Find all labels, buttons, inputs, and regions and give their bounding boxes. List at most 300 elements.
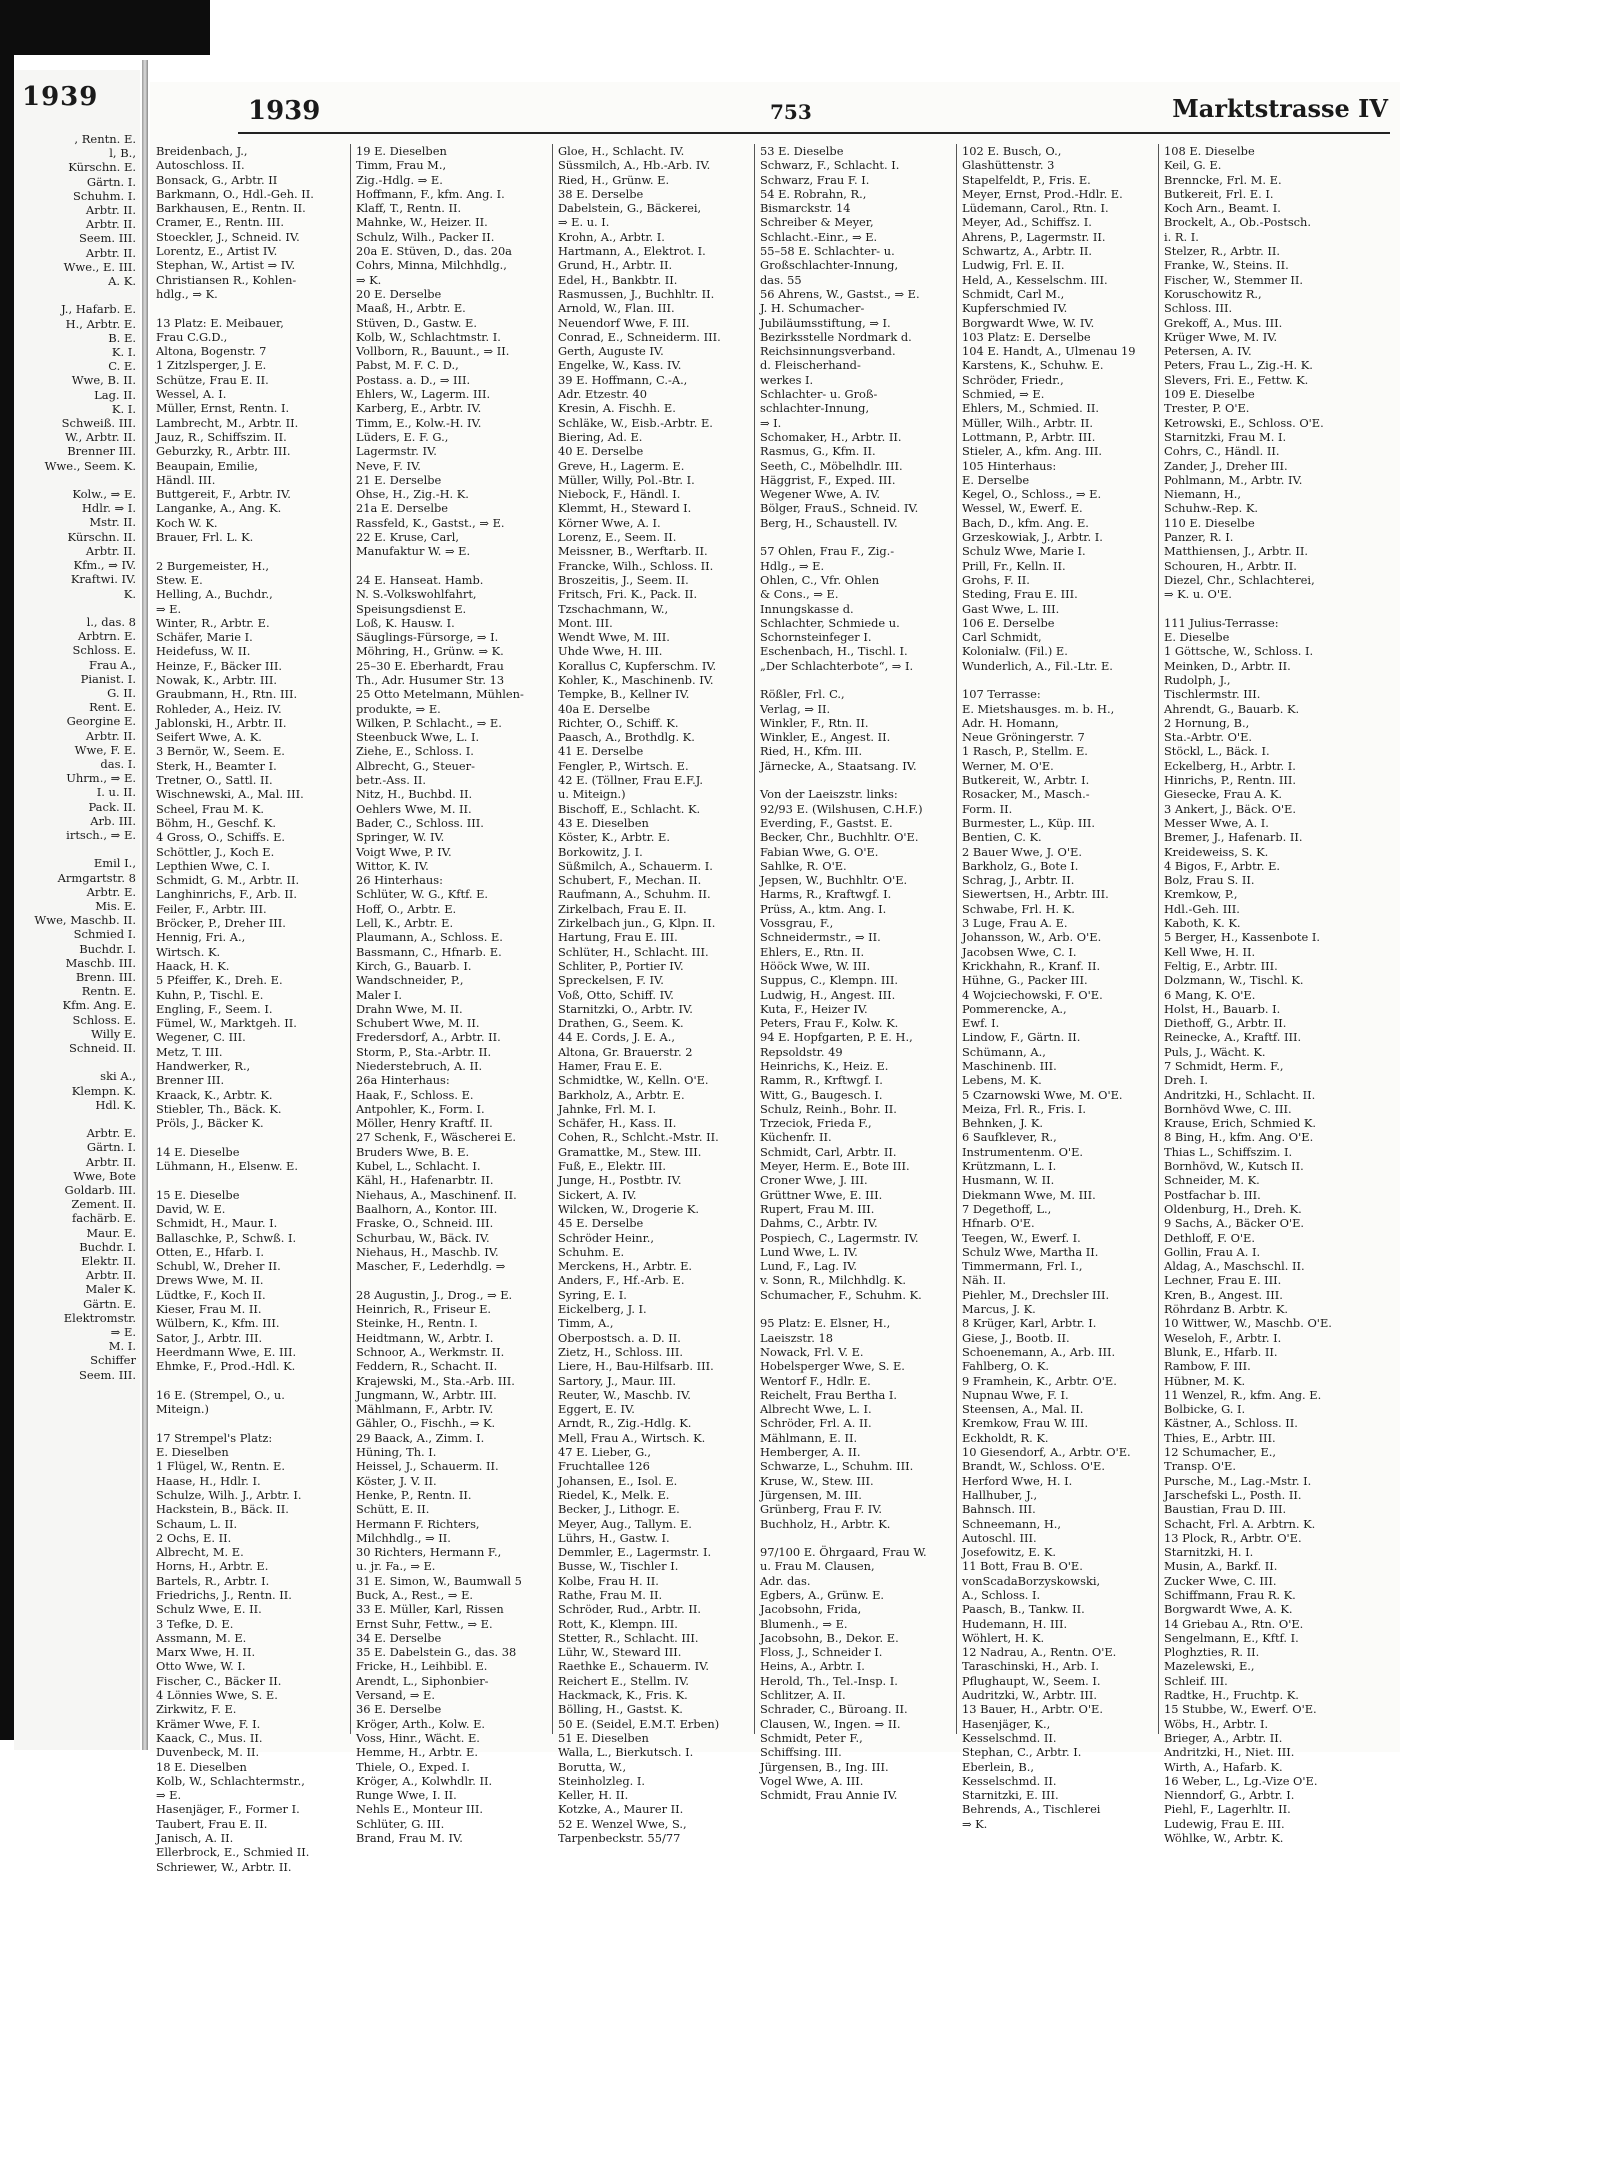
directory-entry: 4 Bigos, F., Arbtr. E. [1164,858,1281,873]
directory-entry: Heidefuss, W. II. [156,644,251,659]
directory-entry: 1 Göttsche, W., Schloss. I. [1164,644,1314,659]
directory-entry: Schmidt, Carl, Arbtr. II. [760,1144,897,1159]
directory-entry: Ziehe, E., Schloss. I. [356,744,474,759]
directory-entry: Bentien, C. K. [962,830,1042,845]
directory-entry [760,530,950,544]
directory-entry: 3 Ankert, J., Bäck. O'E. [1164,801,1296,816]
directory-entry: Schleif. III. [1164,1673,1228,1688]
directory-entry: Kesselschmd. II. [962,1773,1057,1788]
directory-entry: 9 Sachs, A., Bäcker O'E. [1164,1216,1305,1231]
directory-entry: Jepsen, W., Buchhltr. O'E. [760,873,908,888]
directory-entry: Koch Arn., Beamt. I. [1164,201,1281,216]
directory-entry [760,1531,950,1545]
directory-entry: Schuhm. E. [558,1244,625,1259]
directory-entry: Messer Wwe, A. I. [1164,815,1269,830]
directory-entry: 5 Czarnowski Wwe, M. O'E. [962,1087,1123,1102]
directory-entry: Sartory, J., Maur. III. [558,1373,676,1388]
directory-entry: Schiffsing. III. [760,1745,842,1760]
directory-entry: 3 Bernör, W., Seem. E. [156,744,285,759]
scan-border-left [0,0,14,1740]
directory-entry: Keller, H. II. [558,1788,629,1803]
previous-page-entry: Brenn. III. [75,969,136,984]
directory-entry: Krohn, A., Arbtr. I. [558,229,665,244]
directory-entry: 11 Bott, Frau B. O'E. [962,1559,1083,1574]
directory-entry: Hemberger, A. II. [760,1445,861,1460]
directory-entry: Mahnke, W., Heizer. II. [356,215,488,230]
directory-entry: 6 Mang, K. O'E. [1164,987,1256,1002]
directory-entry: Buck, A., Rest., ⇒ E. [356,1587,474,1602]
directory-entry: Schulz Wwe, Marie I. [962,544,1086,559]
directory-entry: Niehaus, H., Maschb. IV. [356,1244,499,1259]
directory-entry: Richter, O., Schiff. K. [558,715,679,730]
directory-entry: Stüven, D., Gastw. E. [356,315,477,330]
previous-page-entry: ⇒ E. [110,1325,136,1340]
directory-entry: Hackstein, B., Bäck. II. [156,1502,289,1517]
previous-page-entry: Brenner III. [67,444,136,459]
directory-entry: 2 Ochs, E. II. [156,1530,232,1545]
directory-entry: 20a E. Stüven, D., das. 20a [356,244,512,259]
directory-entry: 43 E. Dieselben [558,815,649,830]
directory-entry: 15 E. Dieselbe [156,1187,240,1202]
directory-entry: Steinholzleg. I. [558,1773,645,1788]
previous-page-entry: Hdl. K. [95,1097,136,1112]
directory-entry: Fraske, O., Schneid. III. [356,1216,494,1231]
directory-entry: Kaack, C., Mus. II. [156,1730,263,1745]
directory-entry: Ehlers, E., Rtn. II. [760,944,865,959]
directory-entry: Pabst, M. F. C. D., [356,358,459,373]
previous-page-entry: Arbtr. II. [85,245,136,260]
directory-entry: Suppus, C., Klempn. III. [760,973,898,988]
directory-entry: Pospiech, C., Lagermstr. IV. [760,1230,919,1245]
directory-entry: Brockelt, A., Ob.-Postsch. [1164,215,1312,230]
directory-entry: Wilken, P. Schlacht., ⇒ E. [356,715,502,730]
page-year: 1939 [248,96,321,126]
directory-entry: Rosacker, M., Masch.- [962,787,1090,802]
directory-entry: Kieser, Frau M. II. [156,1302,262,1317]
directory-entry: Schaum, L. II. [156,1516,238,1531]
directory-entry: Spreckelsen, F. IV. [558,973,664,988]
directory-entry: Werner, M. O'E. [962,758,1054,773]
directory-entry: Haack, H. K. [156,958,230,973]
directory-entry: Kolbe, Frau H. II. [558,1573,659,1588]
directory-entry: Eberlein, B., [962,1759,1035,1774]
directory-entry: Loß, K. Hausw. I. [356,615,455,630]
previous-page-entry: Schmied I. [73,927,136,942]
directory-entry: Kirch, G., Bauarb. I. [356,958,472,973]
previous-page-entry: Gärtn. I. [86,174,136,189]
directory-entry: Kremkow, Frau W. III. [962,1416,1089,1431]
directory-entry: 19 E. Dieselben [356,144,447,158]
directory-entry: betr.-Ass. II. [356,773,427,788]
directory-entry: 56 Ahrens, W., Gastst., ⇒ E. [760,286,920,301]
directory-entry: Gerth, Auguste IV. [558,344,664,359]
column-6 [1164,144,1354,1846]
directory-entry: Jubiläumsstiftung, ⇒ I. [760,315,891,330]
directory-entry: 106 E. Derselbe [962,615,1055,630]
directory-entry: Ketrowski, E., Schloss. O'E. [1164,415,1324,430]
directory-entry: Mazelewski, E., [1164,1659,1255,1674]
directory-entry: Wöhlert, H. K. [962,1630,1045,1645]
directory-entry: Neuendorf Wwe, F. III. [558,315,690,330]
directory-entry: Stetter, R., Schlacht. III. [558,1630,699,1645]
directory-entry: Pommerencke, A., [962,1001,1067,1016]
previous-page-entry: Arb. III. [90,813,136,828]
directory-entry: Stelzer, R., Arbtr. II. [1164,244,1280,259]
directory-entry: Bremer, J., Hafenarb. II. [1164,830,1303,845]
directory-entry: Eickelberg, J. I. [558,1302,647,1317]
directory-entry: Rassfeld, K., Gastst., ⇒ E. [356,515,505,530]
directory-entry: Mählmann, F., Arbtr. IV. [356,1402,494,1417]
directory-entry: 45 E. Derselbe [558,1216,644,1231]
directory-entry: Stiebler, Th., Bäck. K. [156,1101,282,1116]
directory-entry: Kesselschmd. II. [962,1730,1057,1745]
directory-entry: Wilcken, W., Drogerie K. [558,1201,700,1216]
directory-entry: 30 Richters, Hermann F., [356,1545,502,1560]
previous-page-entry: Wwe, Maschb. II. [34,913,136,928]
directory-entry: Hoffmann, F., kfm. Ang. I. [356,186,505,201]
directory-entry: Koch W. K. [156,515,218,530]
directory-entry: Ewf. I. [962,1016,1000,1031]
directory-entry: Otten, E., Hfarb. I. [156,1244,265,1259]
directory-entry: Musin, A., Barkf. II. [1164,1559,1278,1574]
directory-entry: 94 E. Hopfgarten, P. E. H., [760,1030,913,1045]
directory-entry: Bach, D., kfm. Ang. E. [962,515,1089,530]
directory-entry: Bolz, Frau S. II. [1164,873,1255,888]
directory-entry: Jauz, R., Schiffszim. II. [156,429,287,444]
previous-page-entry: Elektr. II. [81,1254,136,1269]
directory-entry: Schlüter, W. G., Kftf. E. [356,887,489,902]
directory-entry: 11 Wenzel, R., kfm. Ang. E. [1164,1387,1322,1402]
directory-entry: Hamer, Frau E. E. [558,1059,663,1073]
directory-entry: 4 Wojciechowski, F. O'E. [962,987,1103,1002]
directory-entry: Vossgrau, F., [760,916,834,931]
previous-page-entry: fachärb. E. [71,1211,136,1226]
previous-page-entry: Pianist. I. [80,671,136,686]
directory-entry: Timm, A., [558,1316,614,1331]
directory-entry: Biering, Ad. E. [558,429,643,444]
directory-entry: Karstens, K., Schuhw. E. [962,358,1104,373]
directory-entry: Händl. III. [156,472,216,487]
directory-entry: Schiffmann, Frau R. K. [1164,1587,1296,1602]
directory-entry: 33 E. Müller, Karl, Rissen [356,1602,504,1617]
directory-entry: Schwabe, Frl. H. K. [962,901,1075,916]
directory-entry: Krajewski, M., Sta.-Arb. III. [356,1373,515,1388]
directory-entry: Rasmus, G., Kfm. II. [760,444,876,459]
directory-entry: Schoenemann, A., Arb. III. [962,1344,1116,1359]
directory-entry: Niebock, F., Händl. I. [558,487,681,502]
directory-entry: Diezel, Chr., Schlachterei, [1164,572,1315,587]
directory-entry: 26 Hinterhaus: [356,873,443,888]
directory-entry: Dahms, C., Arbtr. IV. [760,1216,878,1231]
directory-entry: Lüdtke, F., Koch II. [156,1287,266,1302]
directory-entry: Fricke, H., Leihbibl. E. [356,1659,488,1674]
directory-entry: Schubl, W., Dreher II. [156,1259,281,1274]
directory-entry: Hööck Wwe, W. III. [760,958,871,973]
directory-entry: Ried, H., Grünw. E. [558,172,670,187]
directory-entry: Hüning, Th. I. [356,1445,437,1460]
directory-entry: Cramer, E., Rentn. III. [156,215,285,230]
directory-entry: Diethoff, G., Arbtr. II. [1164,1016,1287,1031]
directory-entry: 31 E. Simon, W., Baumwall 5 [356,1573,522,1588]
directory-entry: Schliter, P., Portier IV. [558,958,684,973]
directory-entry: 52 E. Wenzel Wwe, S., [558,1816,687,1831]
directory-entry: Stöckl, L., Bäck. I. [1164,744,1270,759]
directory-entry: Kruse, W., Stew. III. [760,1473,874,1488]
directory-entry: Prill, Fr., Kelln. II. [962,558,1066,573]
previous-page-entry: Wwe., E. III. [63,259,136,274]
directory-entry: Kupferschmied IV. [962,301,1068,316]
directory-entry: Schlacht.-Einr., ⇒ E. [760,229,878,244]
directory-entry: Brauer, Frl. L. K. [156,530,254,545]
directory-entry: Nehls E., Monteur III. [356,1802,484,1817]
directory-entry: Gähler, O., Fischh., ⇒ K. [356,1416,496,1431]
directory-entry: Schulz Wwe, Martha II. [962,1244,1099,1259]
directory-entry [356,559,546,573]
directory-entry: Näh. II. [962,1273,1006,1288]
directory-entry: Taraschinski, H., Arb. I. [962,1659,1100,1674]
previous-page-entry: Arbtr. II. [85,217,136,232]
previous-page-entry: Schiffer [90,1353,136,1368]
directory-entry: Steensen, A., Mal. II. [962,1402,1084,1417]
directory-entry: Bismarckstr. 14 [760,201,851,216]
directory-entry: Transp. O'E. [1164,1459,1236,1474]
directory-entry: Von der Laeiszstr. links: [760,787,898,802]
directory-entry: Heins, A., Arbtr. I. [760,1659,865,1674]
directory-entry: Kren, B., Angest. III. [1164,1287,1283,1302]
directory-entry: Timmermann, Frl. I., [962,1259,1083,1274]
directory-entry: Wülbern, K., Kfm. III. [156,1316,280,1331]
directory-entry: Hudemann, H. III. [962,1616,1068,1631]
directory-entry: Niederstebruch, A. II. [356,1059,483,1073]
directory-entry: Nienndorf, G., Arbtr. I. [1164,1788,1295,1803]
directory-entry: Reuter, W., Maschb. IV. [558,1387,691,1402]
directory-entry: Zucker Wwe, C. III. [1164,1573,1277,1588]
directory-entry: Lund Wwe, L. IV. [760,1244,858,1259]
directory-entry: „Der Schlachterbote“, ⇒ I. [760,658,914,673]
directory-entry: Rasmussen, J., Buchhltr. II. [558,286,715,301]
directory-entry: Böhm, H., Geschf. K. [156,815,276,830]
previous-page-entry: Kfm. Ang. E. [62,998,136,1013]
directory-entry: Kröger, Arth., Kolw. E. [356,1716,486,1731]
directory-entry: Schurbau, W., Bäck. IV. [356,1230,490,1245]
directory-entry: Autoschl. III. [962,1530,1037,1545]
directory-entry: Kreideweiss, S. K. [1164,844,1269,859]
directory-entry: Lambrecht, M., Arbtr. II. [156,415,299,430]
directory-entry: 51 E. Dieselben [558,1730,649,1745]
directory-entry: Meissner, B., Werftarb. II. [558,544,708,559]
previous-page-entry: K. I. [111,401,136,416]
directory-entry: Müller, Ernst, Rentn. I. [156,401,290,416]
directory-entry: Feltig, E., Arbtr. III. [1164,958,1278,973]
directory-entry: Frau C.G.D., [156,329,228,344]
directory-entry: Glashüttenstr. 3 [962,158,1055,173]
directory-entry: Wessel, A. I. [156,387,227,402]
directory-entry: Langanke, A., Ang. K. [156,501,282,516]
directory-entry: Jürgensen, B., Ing. III. [760,1759,889,1774]
directory-entry: Barkhausen, E., Rentn. II. [156,201,306,216]
directory-entry: Handwerker, R., [156,1059,251,1073]
previous-page-entry: Gärtn. E. [83,1296,136,1311]
directory-entry: Lund, F., Lag. IV. [760,1259,858,1274]
directory-entry: Kremkow, P., [1164,887,1238,902]
directory-entry: Drathen, G., Seem. K. [558,1016,684,1031]
directory-entry: Heinrich, R., Friseur E. [356,1302,492,1317]
directory-entry: Lorentz, E., Artist IV. [156,244,278,259]
directory-entry: Steinke, H., Rentn. I. [356,1316,478,1331]
directory-entry: 12 Nadrau, A., Rentn. O'E. [962,1645,1117,1660]
directory-entry: 103 Platz: E. Derselbe [962,329,1091,344]
previous-page-entry: Kraftwi. IV. [70,572,136,587]
directory-entry: Grünberg, Frau F. IV. [760,1502,883,1517]
directory-entry: & Cons., ⇒ E. [760,587,839,602]
directory-entry: Antpohler, K., Form. I. [356,1101,485,1116]
directory-entry: Feiler, F., Arbtr. III. [156,901,267,916]
previous-page-entry: Maschb. III. [65,955,136,970]
directory-entry: Brandt, W., Schloss. O'E. [962,1459,1105,1474]
directory-entry: Süssmilch, A., Hb.-Arb. IV. [558,158,711,173]
directory-entry: Petersen, A. IV. [1164,344,1252,359]
directory-entry: Lagermstr. IV. [356,444,437,459]
directory-entry: Schlüter, H., Schlacht. III. [558,944,709,959]
directory-entry: 8 Bing, H., kfm. Ang. O'E. [1164,1130,1314,1145]
directory-entry [1164,602,1354,616]
directory-entry: Everding, F., Gastst. E. [760,815,893,830]
directory-entry: Engling, F., Seem. I. [156,1001,273,1016]
directory-entry: Järnecke, A., Staatsang. IV. [760,758,917,773]
directory-entry: ⇒ K. [962,1816,988,1831]
header-rule [238,132,1390,134]
directory-entry: 16 Weber, L., Lg.-Vize O'E. [1164,1773,1318,1788]
directory-entry: 50 E. (Seidel, E.M.T. Erben) [558,1716,720,1731]
directory-entry: Ahrens, P., Lagermstr. II. [962,229,1106,244]
directory-entry: Wöhlke, W., Arbtr. K. [1164,1831,1284,1846]
directory-entry: Scheel, Frau M. K. [156,801,265,816]
directory-entry: Rathe, Frau M. II. [558,1587,663,1602]
directory-entry: Säuglings-Fürsorge, ⇒ I. [356,630,499,645]
directory-entry: Hfnarb. O'E. [962,1216,1035,1231]
directory-entry: Duvenbeck, M. II. [156,1745,260,1760]
directory-entry: Dabelstein, G., Bäckerei, [558,201,702,216]
directory-entry: Meyer, Ernst, Prod.-Hdlr. E. [962,186,1123,201]
directory-entry: Wöbs, H., Arbtr. I. [1164,1716,1269,1731]
previous-page-entry: Arbtr. II. [85,1154,136,1169]
directory-entry: hdlg., ⇒ K. [156,286,218,301]
directory-entry: Meyer, Herm. E., Bote III. [760,1159,910,1174]
directory-entry: Adr. Etzestr. 40 [558,387,647,402]
directory-entry: Baalhorn, A., Kontor. III. [356,1201,498,1216]
directory-entry [156,301,346,315]
previous-page-entry: Mstr. II. [89,515,136,530]
directory-entry: Krüger Wwe, M. IV. [1164,329,1278,344]
directory-entry: Audritzki, W., Arbtr. III. [962,1688,1097,1703]
directory-entry: Hennig, Fri. A., [156,930,246,945]
directory-entry: Jarschefski L., Posth. II. [1164,1487,1302,1502]
directory-entry: 35 E. Dabelstein G., das. 38 [356,1645,517,1660]
directory-entry: Oldenburg, H., Dreh. K. [1164,1201,1302,1216]
directory-entry: Fischer, C., Bäcker II. [156,1673,282,1688]
directory-entry: Ehmke, F., Prod.-Hdl. K. [156,1359,296,1374]
directory-entry: Reichsinnungsverband. [760,344,896,359]
directory-entry: Broszeitis, J., Seem. II. [558,572,689,587]
column-2 [356,144,546,1846]
previous-page-entry: Klempn. K. [71,1083,136,1098]
directory-entry: Gollin, Frau A. I. [1164,1244,1261,1259]
directory-entry: Schröder, Friedr., [962,372,1064,387]
directory-entry: v. Sonn, R., Milchhdlg. K. [760,1273,906,1288]
directory-entry: Ahrendt, G., Bauarb. K. [1164,701,1300,716]
directory-entry: Reichelt, Frau Bertha I. [760,1387,897,1402]
directory-entry: d. Fleischerhand- [760,358,861,373]
directory-entry: Thias L., Schiffszim. I. [1164,1144,1293,1159]
directory-entry: Zirkelbach, Frau E. II. [558,901,687,916]
directory-entry: Wentorf F., Hdlr. E. [760,1373,871,1388]
directory-entry: Kraack, K., Arbtr. K. [156,1087,273,1102]
directory-entry: 13 Plock, R., Arbtr. O'E. [1164,1530,1302,1545]
directory-entry: Bonsack, G., Arbtr. II [156,172,278,187]
directory-entry: Barkholz, A., Arbtr. E. [558,1087,685,1102]
directory-entry [962,673,1152,687]
directory-entry: Becker, J., Lithogr. E. [558,1502,680,1517]
directory-entry [156,544,346,558]
directory-entry: Tischlermstr. III. [1164,687,1261,702]
directory-entry: Schmidt, G. M., Arbtr. II. [156,873,300,888]
previous-page-entry: Rentn. E. [81,984,136,999]
previous-page-entry: Mis. E. [95,898,136,913]
directory-entry: Hallhuber, J., [962,1487,1038,1502]
directory-entry: Kolonialw. (Fil.) E. [962,644,1068,659]
directory-entry: Gramattke, M., Stew. III. [558,1144,702,1159]
directory-entry: Bornhövd, W., Kutsch II. [1164,1159,1304,1174]
directory-entry: 36 E. Derselbe [356,1702,442,1717]
directory-entry: Schulz, Reinh., Bohr. II. [760,1101,897,1116]
directory-entry: Storm, P., Sta.-Arbtr. II. [356,1044,492,1059]
directory-entry: Körner Wwe, A. I. [558,515,661,530]
directory-entry: Schulz Wwe, E. II. [156,1602,262,1617]
directory-entry: Plaumann, A., Schloss. E. [356,930,503,945]
directory-entry: 40a E. Derselbe [558,701,651,716]
street-heading: Marktstrasse IV [1172,94,1388,123]
directory-entry: Schwarz, Frau F. I. [760,172,870,187]
previous-page-entry: Schloss. E. [72,643,136,658]
directory-entry: Vogel Wwe, A. III. [760,1773,864,1788]
directory-entry: Baustian, Frau D. III. [1164,1502,1287,1517]
directory-entry: Demmler, E., Lagermstr. I. [558,1545,712,1560]
directory-entry: Thies, E., Arbtr. III. [1164,1430,1276,1445]
directory-entry: ⇒ K. [356,272,382,287]
directory-entry: 40 E. Derselbe [558,444,644,459]
directory-entry: Conrad, E., Schneiderm. III. [558,329,721,344]
directory-entry: Diekmann Wwe, M. III. [962,1187,1096,1202]
directory-entry: ⇒ I. [760,415,782,430]
directory-entry: Eggert, E. IV. [558,1402,635,1417]
directory-entry: Adr. das. [760,1573,811,1588]
directory-entry: Heinrichs, K., Heiz. E. [760,1059,889,1073]
directory-entry: Riedel, K., Melk. E. [558,1487,670,1502]
directory-entry: Sengelmann, E., Kftf. I. [1164,1630,1299,1645]
directory-entry: Fischer, W., Stemmer II. [1164,272,1304,287]
directory-entry: Lüdemann, Carol., Rtn. I. [962,201,1109,216]
directory-entry: Trester, P. O'E. [1164,401,1250,416]
directory-entry: Prüss, A., ktm. Ang. I. [760,901,887,916]
directory-entry: Jacobsohn, B., Dekor. E. [760,1630,899,1645]
directory-entry: Neve, F. IV. [356,458,421,473]
directory-entry: Reichert E., Stellm. IV. [558,1673,690,1688]
directory-entry: Bröcker, P., Dreher III. [156,916,286,931]
directory-entry: Brand, Frau M. IV. [356,1831,463,1846]
directory-entry: Ehlers, W., Lagerm. III. [356,387,491,402]
directory-entry: Schäfer, Marie I. [156,630,253,645]
directory-entry: Oehlers Wwe, M. II. [356,801,472,816]
